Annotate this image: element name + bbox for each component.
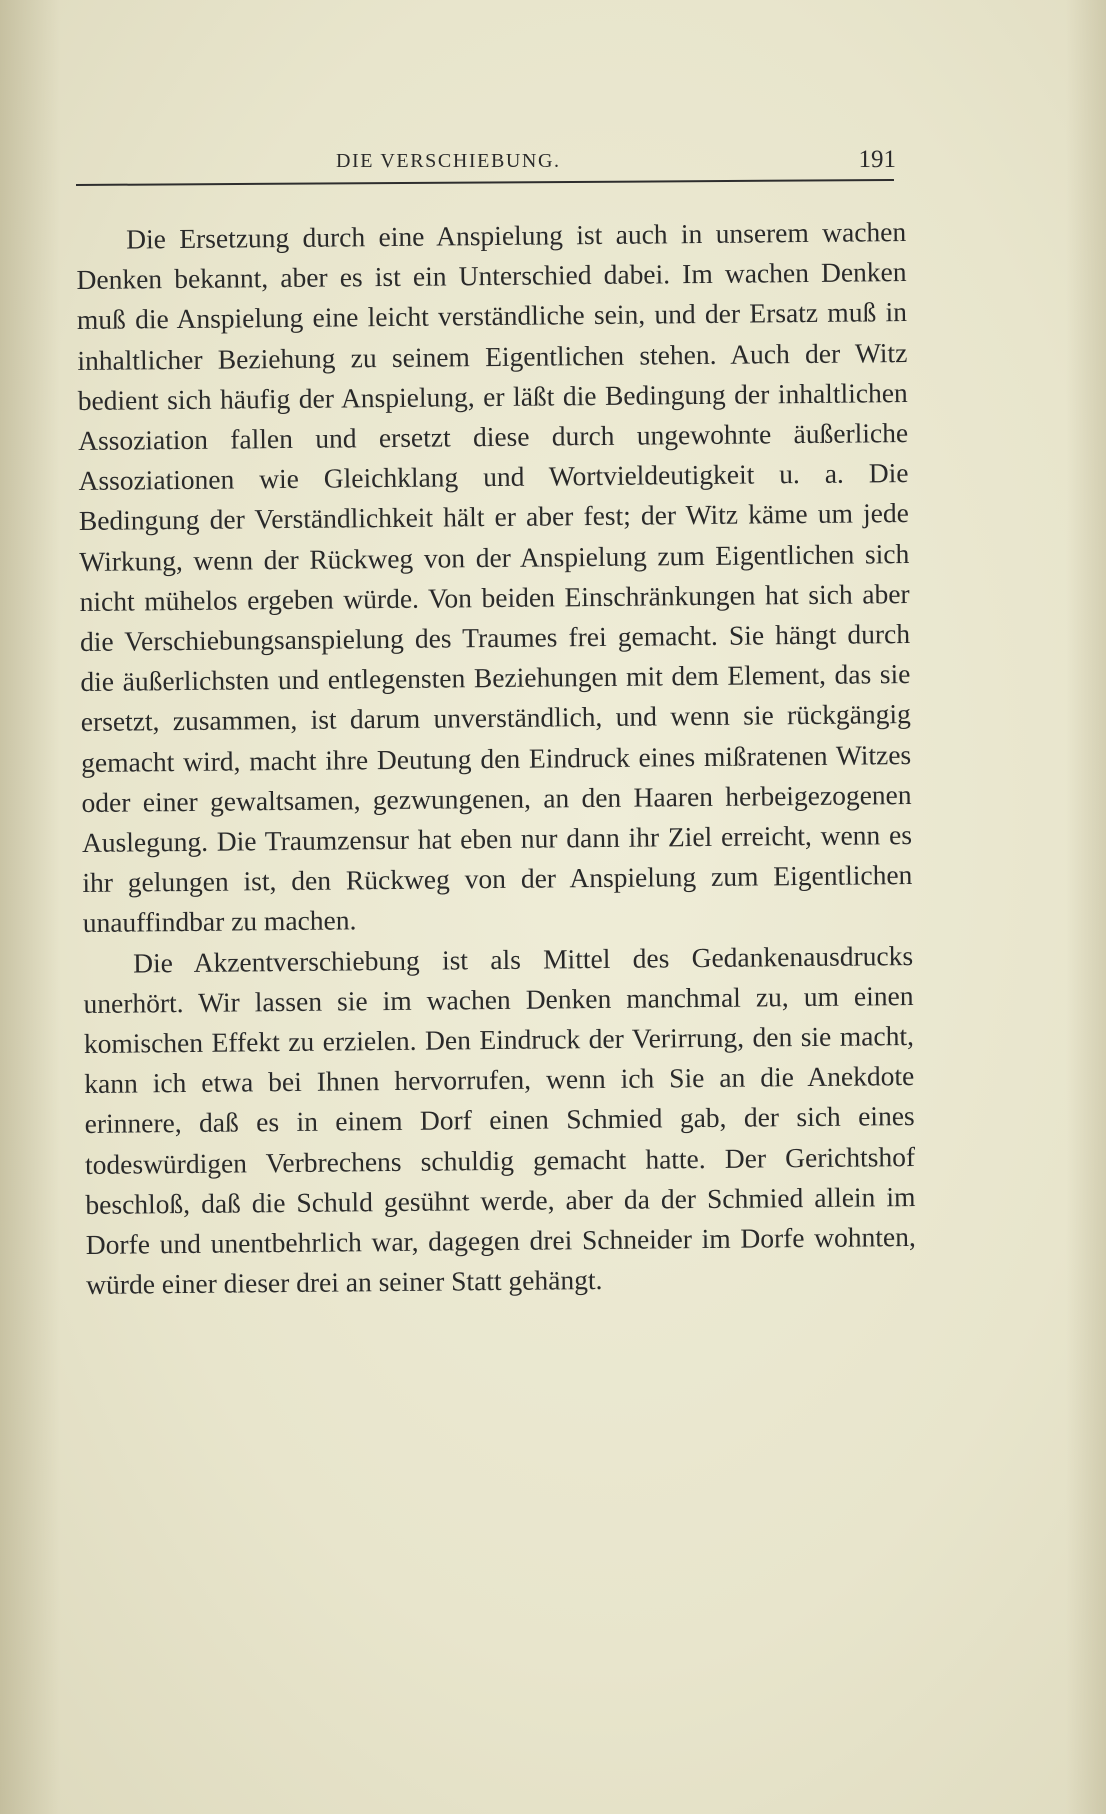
page-header [336, 146, 896, 180]
body-text [76, 212, 916, 1305]
running-title: DIE VERSCHIEBUNG. [336, 150, 561, 172]
page-number: 191 [858, 146, 896, 173]
header-rule [76, 179, 894, 186]
paragraph: Die Akzentverschiebung ist als Mittel des Gedankenausdrucks unerhört. Wir lassen sie im wachen Denken manchmal zu, um einen komischen Effekt zu erzielen. Den Eindruck der Verirrung, den sie macht, kann ich etwa bei Ihnen hervorrufen, wenn ich Sie an die Anekdote erinnere, daß es in einem Dorf einen Schmied gab, der sich eines todeswürdigen Verbrechens schuldig gemacht hatte. Der Gerichtshof beschloß, daß die Schuld gesühnt werde, aber da der Schmied allein im Dorfe und unentbehrlich war, dagegen drei Schneider im Dorfe wohnten, würde einer dieser drei an seiner Statt gehängt. [83, 939, 916, 1301]
paragraph: Die Ersetzung durch eine Anspielung ist auch in unserem wachen Denken bekannt, aber es ist ein Unterschied dabei. Im wachen Denken muß die Anspielung eine leicht verständliche sein, und der Ersatz muß in inhaltlicher Beziehung zu seinem Eigentlichen stehen. Auch der Witz bedient sich häufig der Anspielung, er läßt die Bedingung der inhaltlichen Assoziation fallen und ersetzt diese durch ungewohnte äußerliche Assoziationen wie Gleichklang und Wortvieldeutigkeit u. a. Die Bedingung der Verständlichkeit hält er aber fest; der Witz käme um jede Wirkung, wenn der Rückweg von der Anspielung zum Eigentlichen sich nicht mühelos ergeben würde. Von beiden Einschränkungen hat sich aber die Verschiebungsanspielung des Traumes frei gemacht. Sie hängt durch die äußerlichsten und entlegensten Beziehungen mit dem Element, das sie ersetzt, zusammen, ist darum unverständlich, und wenn sie rückgängig gemacht wird, macht ihre Deutung den Eindruck eines mißratenen Witzes oder einer gewaltsamen, gezwungenen, an den Haaren herbeigezogenen Auslegung. Die Traumzensur hat eben nur dann ihr Ziel erreicht, wenn es ihr gelungen ist, den Rückweg von der Anspielung zum Eigentlichen unauffindbar zu machen. [76, 216, 913, 939]
